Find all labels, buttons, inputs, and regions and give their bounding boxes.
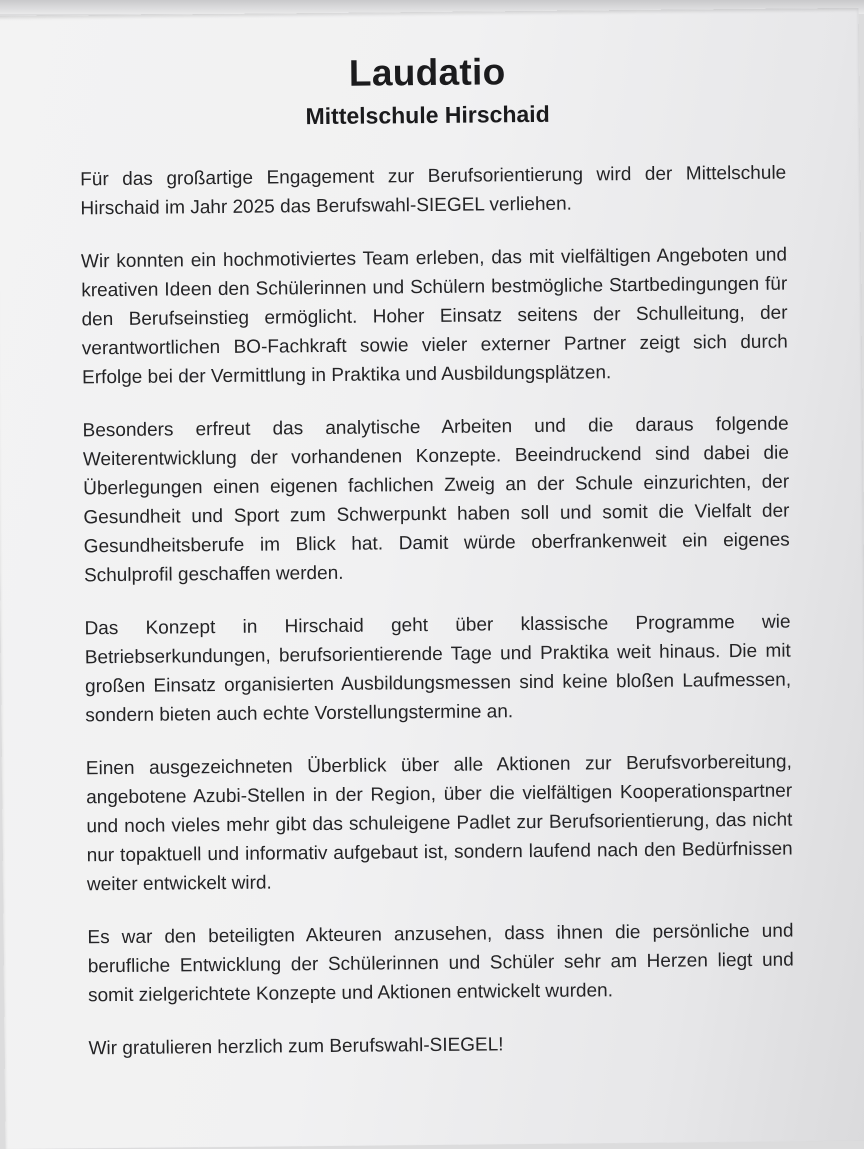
document-sheet — [0, 8, 864, 1149]
document-body — [80, 159, 795, 1088]
document-subtitle: Mittelschule Hirschaid — [305, 100, 550, 130]
paragraph-padlet: Einen ausgezeichneten Überblick über alle Aktionen zur Berufsvorbereitung, angebotene Azubi-Stellen in der Region, über die vielfältigen Kooperationspartner und noch vieles mehr gibt das schuleigene Padlet zur Berufsorientierung, das nicht nur topaktuell und informativ aufgebaut ist, sondern laufend nach den Bedürfnissen weiter entwickelt wird. — [85, 751, 793, 896]
paragraph-development: Es war den beteiligten Akteuren anzusehen, dass ihnen die persönliche und berufliche Entwicklung der Schülerinnen und Schüler sehr am Herzen liegt und somit zielgerichtete Konzepte und Aktionen entwickelt wurden. — [87, 920, 794, 1007]
paragraph-concepts: Besonders erfreut das analytische Arbeiten und die daraus folgende Weiterentwicklung der vorhandenen Konzepte. Beeindruckend sind dabei die Überlegungen einen eigenen fachlichen Zweig an der Schule einzurichten, der Gesundheit und Sport zum Schwerpunkt haben soll und somit die Vielfalt der Gesundheitsberufe im Blick hat. Damit würde oberfrankenweit ein eigenes Schulprofil geschaffen werden. — [82, 413, 790, 587]
paragraph-programs: Das Konzept in Hirschaid geht über klassische Programme wie Betriebserkundungen, berufsorientierende Tage und Praktika weit hinaus. Die mit großen Einsatz organisierten Ausbildungsmessen sind keine bloßen Laufmessen, sondern bieten auch echte Vorstellungstermine an. — [84, 611, 792, 727]
paragraph-team: Wir konnten ein hochmotiviertes Team erleben, das mit vielfältigen Angeboten und kreativen Ideen den Schülerinnen und Schülern bestmögliche Startbedingungen für den Berufseinstieg ermöglicht. Hoher Einsatz seitens der Schulleitung, der verantwortlichen BO-Fachkraft sowie vieler externer Partner zeigt sich durch Erfolge bei der Vermittlung in Praktika und Ausbildungsplätzen. — [80, 244, 788, 389]
paragraph-award-intro: Für das großartige Engagement zur Berufsorientierung wird der Mittelschule Hirschaid im Jahr 2025 das Berufswahl-SIEGEL verliehen. — [80, 162, 787, 220]
document-title: Laudatio — [348, 51, 506, 94]
closing-line: Wir gratulieren herzlich zum Berufswahl-SIEGEL! — [88, 1034, 504, 1060]
